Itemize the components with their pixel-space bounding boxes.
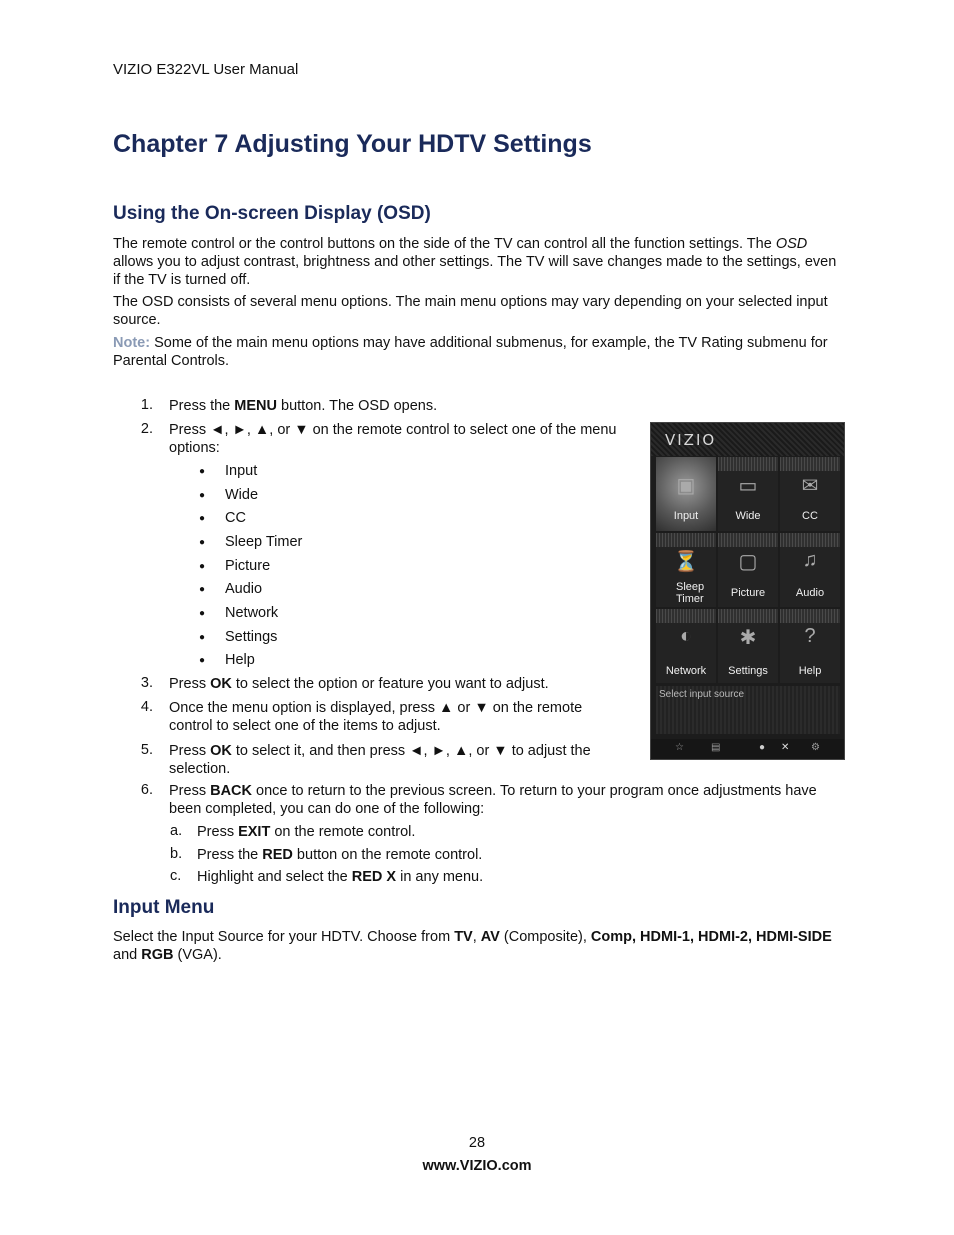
bullet-icon: ●: [199, 561, 206, 572]
osd-tile-input[interactable]: [656, 457, 716, 531]
osd-tile-sleep-timer[interactable]: [656, 533, 716, 607]
bullet-icon: ●: [199, 490, 206, 501]
menu-icon: ▤: [711, 742, 721, 753]
bullet-icon: ●: [199, 608, 206, 619]
osd-tile-network[interactable]: [656, 609, 716, 683]
osd-status-panel: [656, 686, 840, 734]
manual-header: VIZIO E322VL User Manual: [113, 61, 299, 78]
bullet-icon: ●: [199, 466, 206, 477]
osd-tile-audio[interactable]: [780, 533, 840, 607]
tile-band: [656, 609, 716, 623]
osd-tile-label: Sleep Timer: [676, 581, 705, 605]
osd-tile-help[interactable]: [780, 609, 840, 683]
osd-menu-grid: [656, 457, 840, 685]
footer-website[interactable]: www.VIZIO.com: [422, 1158, 532, 1174]
osd-tile-label: Settings: [728, 665, 768, 677]
osd-title-bar: [651, 423, 844, 456]
wide-icon: ▭: [738, 475, 758, 497]
audio-icon: ♫: [802, 549, 818, 571]
osd-bottom-bar: [651, 739, 844, 759]
substep-c-text: Highlight and select the RED X in any menu.: [197, 869, 484, 885]
menu-option: Wide: [225, 487, 259, 503]
note-paragraph: Note: Some of the main menu options may have additional submenus, for example, the TV Rating submenu for Parental Controls.: [113, 335, 828, 369]
step-number: 1.: [140, 397, 153, 413]
tile-band: [718, 457, 778, 471]
osd-intro-paragraph: The remote control or the control buttons on the side of the TV can control all the function settings. The OSD allows you to adjust contrast, brightness and other settings. The TV will save changes made to the settings, even if the TV is turned off.: [113, 236, 837, 288]
osd-tile-cc[interactable]: [780, 457, 840, 531]
tile-band: [780, 609, 840, 623]
step-number: 5.: [140, 742, 153, 758]
osd-tile-label: Network: [665, 665, 707, 677]
substep-b-text: Press the RED button on the remote control.: [197, 847, 483, 863]
osd-tile-settings[interactable]: [718, 609, 778, 683]
sleep-timer-icon: ⏳: [673, 551, 699, 573]
menu-option: Network: [225, 605, 279, 621]
substep-letter: c.: [170, 868, 182, 884]
substep-letter: a.: [170, 823, 183, 839]
menu-option: Picture: [225, 558, 271, 574]
osd-screenshot: [650, 422, 845, 760]
bullet-icon: ●: [199, 513, 206, 524]
menu-option: CC: [225, 510, 246, 526]
osd-tile-wide[interactable]: [718, 457, 778, 531]
osd-tile-label: Picture: [730, 587, 766, 599]
tile-band: [656, 533, 716, 547]
v-button-icon: ●: [759, 742, 766, 753]
menu-option: Help: [225, 652, 255, 668]
menu-option: Sleep Timer: [225, 534, 303, 550]
osd-tile-label: Help: [798, 665, 822, 677]
substep-a-text: Press EXIT on the remote control.: [197, 824, 416, 840]
tile-band: [780, 533, 840, 547]
settings-icon: ✱: [739, 627, 757, 649]
bullet-icon: ●: [199, 584, 206, 595]
picture-icon: ▢: [738, 551, 758, 573]
step-6-text: Press BACK once to return to the previous screen. To return to your program once adjustments have been completed, you can do one of the following:: [169, 783, 817, 817]
osd-tile-label: Wide: [735, 510, 761, 522]
close-icon: ✕: [781, 742, 790, 753]
cc-icon: ✉: [801, 475, 819, 497]
page-number: 28: [468, 1135, 486, 1151]
step-number: 6.: [140, 782, 153, 798]
chapter-title: Chapter 7 Adjusting Your HDTV Settings: [113, 130, 592, 158]
osd-options-paragraph: The OSD consists of several menu options. The main menu options may vary depending on your selected input source.: [113, 294, 828, 328]
tile-band: [718, 533, 778, 547]
section-heading-osd: Using the On-screen Display (OSD): [113, 203, 431, 224]
step-2-text: Press ◄, ►, ▲, or ▼ on the remote control to select one of the menu options:: [169, 422, 617, 456]
osd-tile-label: Audio: [795, 587, 825, 599]
menu-option: Audio: [225, 581, 263, 597]
step-4-text: Once the menu option is displayed, press ▲ or ▼ on the remote control to select one of the items to adjust.: [169, 700, 583, 734]
step-5-text: Press OK to select it, and then press ◄, ►, ▲, or ▼ to adjust the selection.: [169, 743, 591, 777]
note-label: Note:: [113, 335, 151, 351]
network-icon: ◐: [679, 625, 693, 647]
bullet-icon: ●: [199, 632, 206, 643]
section-heading-input-menu: Input Menu: [113, 897, 215, 918]
bullet-icon: ●: [199, 655, 206, 666]
step-number: 4.: [140, 699, 153, 715]
step-1-text: Press the MENU button. The OSD opens.: [169, 398, 438, 414]
osd-tile-label: CC: [802, 510, 818, 522]
step-number: 3.: [140, 675, 153, 691]
menu-option: Input: [225, 463, 258, 479]
osd-tile-label: Input: [673, 510, 699, 522]
tv-icon: ▣: [676, 475, 696, 497]
substep-letter: b.: [170, 846, 183, 862]
vizio-logo: VIZIO: [665, 431, 717, 449]
bullet-icon: ●: [199, 537, 206, 548]
input-menu-paragraph: Select the Input Source for your HDTV. Choose from TV, AV (Composite), Comp, HDMI-1, HDMI-2, HDMI-SIDE and RGB (VGA).: [113, 929, 832, 963]
tile-band: [780, 457, 840, 471]
help-icon: ?: [804, 625, 816, 647]
menu-option: Settings: [225, 629, 278, 645]
osd-status-text: Select input source: [659, 689, 745, 700]
star-icon: ☆: [675, 742, 684, 753]
tile-band: [718, 609, 778, 623]
step-number: 2.: [140, 421, 153, 437]
step-3-text: Press OK to select the option or feature you want to adjust.: [169, 676, 549, 692]
osd-tile-picture[interactable]: [718, 533, 778, 607]
gear-icon: ⚙: [811, 742, 820, 753]
